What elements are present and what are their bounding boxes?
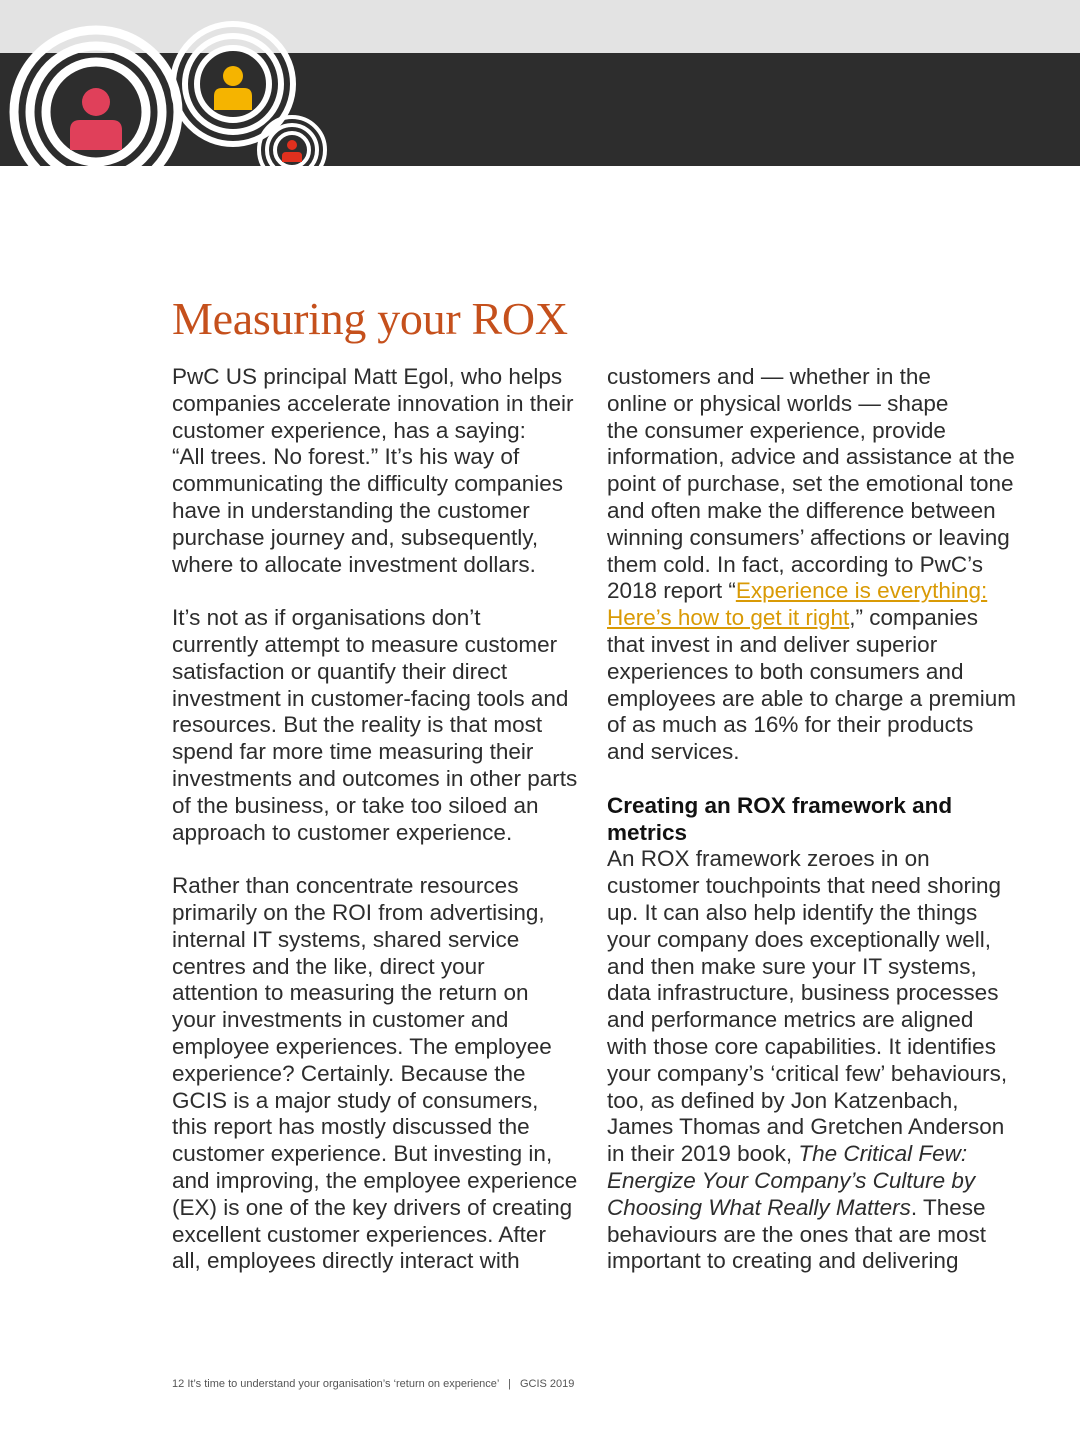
book-title-continued: Energize Your Company’s Culture by [607,1167,976,1193]
text-line: where to allocate investment dollars. [172,551,536,577]
text-line: employee experiences. The employee [172,1033,552,1059]
text-line: spend far more time measuring their [172,739,534,765]
left-column [172,364,584,1275]
text-line: behaviours are the ones that are most [607,1221,986,1247]
text-line: resources. But the reality is that most [172,712,543,738]
text-line: investments and outcomes in other parts [172,765,578,791]
text-line: your investments in customer and [172,1007,509,1033]
text-line: point of purchase, set the emotional tone [607,471,1014,497]
text-line: experience? Certainly. Because the [172,1060,526,1086]
paragraph-3 [172,873,584,1275]
footer-series: GCIS 2019 [519,1378,575,1390]
report-prefix: 2018 report “ [607,578,736,604]
text-line: data infrastructure, business processes [607,980,999,1006]
report-suffix: ,” companies [849,605,979,631]
text-line: purchase journey and, subsequently, [172,524,539,550]
text-line: with those core capabilities. It identifies [607,1033,996,1059]
text-line: important to creating and delivering [607,1248,959,1274]
text-line: communicating the difficulty companies [172,471,564,497]
text-line: your company does exceptionally well, [607,926,991,952]
book-prefix: in their 2019 book, [607,1141,799,1167]
text-line: that invest in and deliver superior [607,631,938,657]
text-line: and services. [607,739,740,765]
footer-separator: | [508,1378,511,1390]
paragraph-2 [172,605,584,846]
book-title-end: Choosing What Really Matters [607,1194,911,1220]
page-footer [172,1378,574,1390]
text-line: all, employees directly interact with [172,1248,520,1274]
person-red-icon [14,30,178,166]
text-line: satisfaction or quantify their direct [172,658,508,684]
text-line: excellent customer experiences. After [172,1221,546,1247]
text-line: and then make sure your IT systems, [607,953,977,979]
text-line: too, as defined by Jon Katzenbach, [607,1087,959,1113]
text-line: Rather than concentrate resources [172,873,519,899]
text-line: your company’s ‘critical few’ behaviours, [607,1060,1008,1086]
text-line: primarily on the ROI from advertising, [172,899,545,925]
text-line: online or physical worlds — shape [607,390,949,416]
text-line: this report has mostly discussed the [172,1114,530,1140]
text-line: currently attempt to measure customer [172,631,558,657]
subheading-line: Creating an ROX framework and [607,792,953,818]
book-title: The Critical Few: [798,1141,968,1167]
text-line: James Thomas and Gretchen Anderson [607,1114,1005,1140]
text-line: PwC US principal Matt Egol, who helps [172,364,563,389]
person-small-red-icon [259,117,325,166]
text-line: information, advice and assistance at the [607,444,1015,470]
text-line: the consumer experience, provide [607,417,946,443]
text-line: of the business, or take too siloed an [172,792,539,818]
text-line [607,1195,1019,1222]
text-line: GCIS is a major study of consumers, [172,1087,539,1113]
text-line: and improving, the employee experience [172,1167,578,1193]
text-line [607,1141,1019,1168]
page-title: Measuring your ROX [172,293,568,344]
text-line: customers and — whether in the [607,364,931,389]
text-line: experiences to both consumers and [607,658,964,684]
text-line: attention to measuring the return on [172,980,529,1006]
text-line [607,578,1019,605]
text-line: It’s not as if organisations don’t [172,605,481,631]
text-line: customer touchpoints that need shoring [607,873,1001,899]
text-line: investment in customer-facing tools and [172,685,569,711]
section-subheading [607,793,1019,847]
text-line: employees are able to charge a premium [607,685,1016,711]
person-yellow-icon [173,24,293,144]
text-line: centres and the like, direct your [172,953,485,979]
subheading-line: metrics [607,819,688,845]
header-graphic [0,0,340,166]
text-line: customer experience. But investing in, [172,1141,553,1167]
book-suffix: . These [910,1194,986,1220]
page-number: 12 [172,1378,185,1390]
right-column [607,364,1019,1275]
text-line: (EX) is one of the key drivers of creating [172,1194,573,1220]
text-line: internal IT systems, shared service [172,926,520,952]
text-line: customer experience, has a saying: [172,417,526,443]
text-line: An ROX framework zeroes in on [607,846,930,872]
text-line: of as much as 16% for their products [607,712,974,738]
paragraph-4 [607,364,1019,766]
text-line: and often make the difference between [607,497,996,523]
text-line [607,605,1019,632]
text-line [607,1168,1019,1195]
report-link[interactable]: Experience is everything: [735,578,988,604]
text-line: and performance metrics are aligned [607,1007,974,1033]
text-line: companies accelerate innovation in their [172,390,574,416]
text-line: up. It can also help identify the things [607,899,978,925]
footer-doc-title: It’s time to understand your organisation’s ‘return on experience’ [187,1378,499,1390]
text-line: winning consumers’ affections or leaving [607,524,1010,550]
paragraph-5 [607,846,1019,1275]
text-line: “All trees. No forest.” It’s his way of [172,444,520,470]
report-link-continued[interactable]: Here’s how to get it right [607,605,850,631]
text-line: have in understanding the customer [172,497,530,523]
text-line: approach to customer experience. [172,819,513,845]
paragraph-1 [172,364,584,578]
text-line: them cold. In fact, according to PwC’s [607,551,984,577]
